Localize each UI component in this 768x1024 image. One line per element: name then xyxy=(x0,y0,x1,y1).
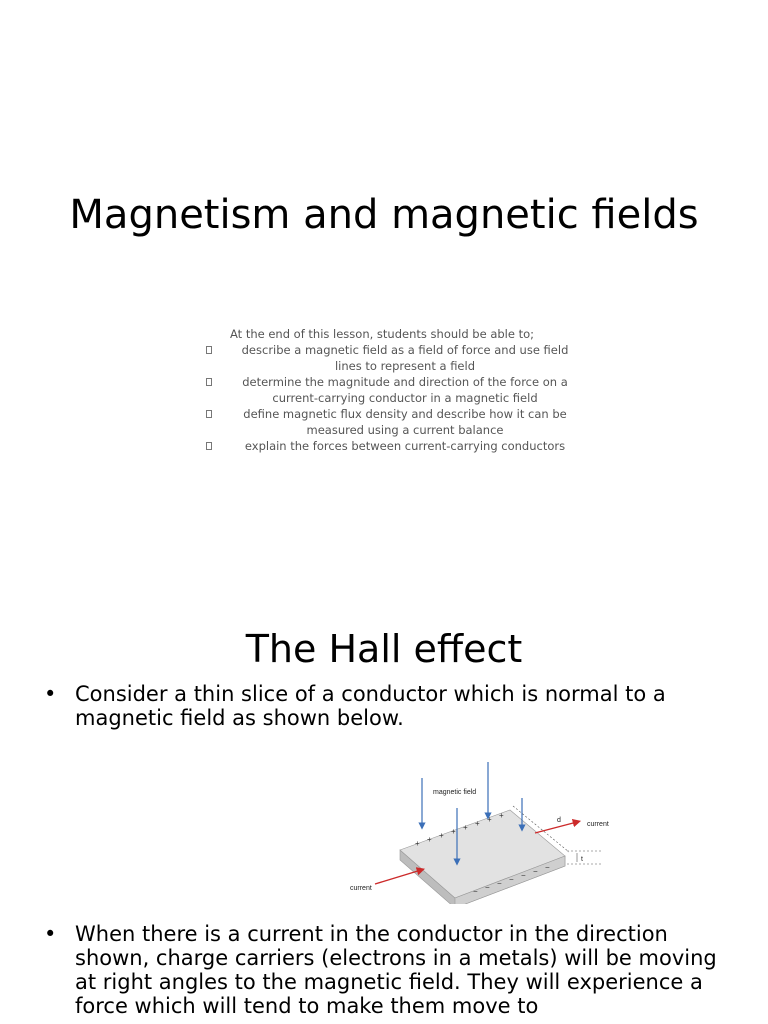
bullet-text: When there is a current in the conductor in the direction shown, charge carriers (electrons in a metals) will be moving at right angles to the magnetic field. They will experience a force which will tend to make them move to xyxy=(75,922,717,1018)
hall-effect-svg xyxy=(345,758,625,904)
bullet-text: Consider a thin slice of a conductor which is normal to a magnetic field as shown below. xyxy=(75,682,666,730)
current-arrow-in xyxy=(375,870,421,884)
objective-item xyxy=(200,374,580,406)
objective-item xyxy=(200,438,580,454)
missing-glyph-bullet-icon xyxy=(206,410,212,418)
svg-text:+: + xyxy=(451,827,456,836)
svg-text:+: + xyxy=(439,831,444,840)
svg-text:−: − xyxy=(545,863,550,872)
hall-effect-diagram xyxy=(345,758,625,904)
svg-text:+: + xyxy=(487,815,492,824)
current-label-left: current xyxy=(350,885,372,892)
current-label-right: current xyxy=(587,821,609,828)
missing-glyph-bullet-icon xyxy=(206,378,212,386)
svg-text:+: + xyxy=(427,835,432,844)
bullet-dot: • xyxy=(44,682,57,706)
missing-glyph-bullet-icon xyxy=(206,346,212,354)
magnetic-field-label: magnetic field xyxy=(433,789,477,796)
bullet-point xyxy=(44,922,744,1018)
bullet-point xyxy=(44,682,744,730)
svg-text:−: − xyxy=(521,871,526,880)
svg-text:−: − xyxy=(485,883,490,892)
objective-text: define magnetic flux density and describe how it can be measured using a current balance xyxy=(243,407,567,437)
objective-text: determine the magnitude and direction of the force on a current-carrying conductor in a magnetic field xyxy=(242,375,568,405)
svg-text:+: + xyxy=(463,823,468,832)
objective-item xyxy=(200,406,580,438)
width-d-label: d xyxy=(557,817,561,824)
objective-text: explain the forces between current-carrying conductors xyxy=(244,439,566,453)
svg-text:−: − xyxy=(497,879,502,888)
hall-effect-title: The Hall effect xyxy=(245,627,523,671)
svg-text:−: − xyxy=(473,887,478,896)
objectives-intro: At the end of this lesson, students should be able to; xyxy=(229,327,535,341)
svg-text:−: − xyxy=(509,875,514,884)
current-arrow-out xyxy=(535,822,577,833)
svg-text:−: − xyxy=(533,867,538,876)
svg-text:+: + xyxy=(475,819,480,828)
objective-item xyxy=(200,342,580,374)
missing-glyph-bullet-icon xyxy=(206,442,212,450)
slab-top-face xyxy=(400,810,565,898)
svg-text:+: + xyxy=(499,811,504,820)
thickness-t-label: t xyxy=(581,856,583,863)
bullet-dot: • xyxy=(44,922,57,946)
slide-title: Magnetism and magnetic fields xyxy=(69,192,699,238)
objective-text: describe a magnetic field as a field of force and use field lines to represent a field xyxy=(241,343,569,373)
learning-objectives xyxy=(200,326,580,454)
svg-text:+: + xyxy=(415,839,420,848)
